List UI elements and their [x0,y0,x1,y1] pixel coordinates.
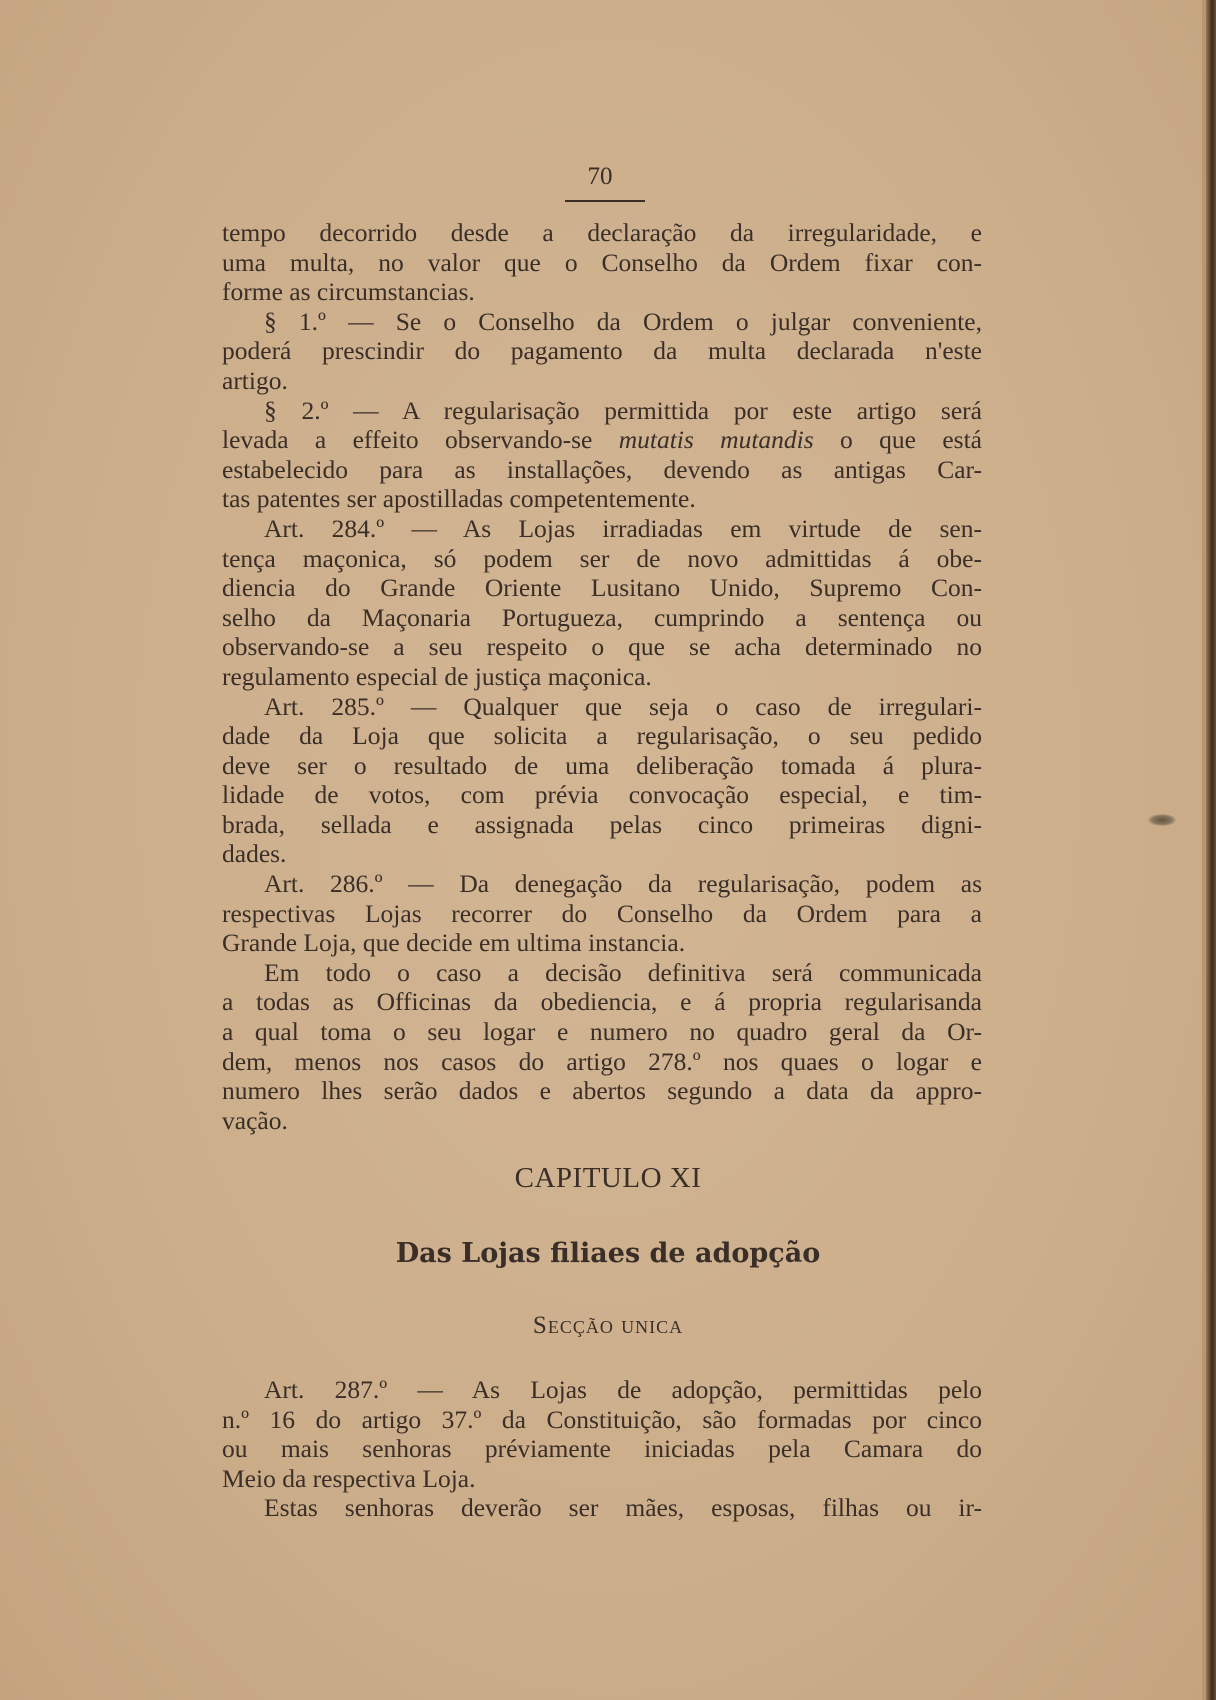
text-line: artigo. [222,365,288,395]
text-line: lidade de votos, com prévia convocação especial, e tim- [222,780,982,810]
text-line: Estas senhoras deverão ser mães, esposas, filhas ou ir- [264,1493,982,1523]
text-line: Art. 284.º — As Lojas irradiadas em virtude de sen- [264,513,982,543]
text-line: brada, sellada e assignada pelas cinco primeiras digni- [222,809,982,839]
paragraph [222,958,982,1136]
text-line: Meio da respectiva Loja. [222,1463,476,1493]
paragraph [222,692,982,870]
text-line: uma multa, no valor que o Conselho da Ordem fixar con- [222,247,982,277]
chapter-title: CAPITULO XI [514,1162,702,1194]
text-line: § 2.º — A regularisação permittida por este artigo será [264,395,982,425]
text-line: n.º 16 do artigo 37.º da Constituição, são formadas por cinco [222,1404,982,1434]
paragraph [222,869,982,958]
text-line: regulamento especial de justiça maçonica. [222,661,652,691]
paragraph [222,307,982,396]
text-line: Art. 287.º — As Lojas de adopção, permittidas pelo [264,1375,982,1404]
italic-phrase: mutatis mutandis [618,425,814,455]
text-line: selho da Maçonaria Portugueza, cumprindo a sentença ou [222,602,982,632]
text-line: forme as circumstancias. [222,277,475,307]
text-line: tempo decorrido desde a declaração da irregularidade, e [222,218,982,247]
text-line: a todas as Officinas da obediencia, e á propria regularisanda [222,987,982,1017]
text-line: tas patentes ser apostilladas competentemente. [222,484,696,514]
body-text-bottom [222,1375,982,1523]
text-line: tença maçonica, só podem ser de novo admittidas á obe- [222,543,982,573]
text-line: Em todo o caso a decisão definitiva será communicada [264,957,982,987]
text-line: Art. 286.º — Da denegação da regularisação, podem as [264,869,982,899]
text-line: ou mais senhoras préviamente iniciadas pela Camara do [222,1434,982,1464]
book-binding-edge [1206,0,1216,1700]
text-line: dades. [222,839,287,869]
text-line: numero lhes serão dados e abertos segundo a data da appro- [222,1076,982,1106]
text-line: Grande Loja, que decide em ultima instancia. [222,928,686,958]
page-number: 70 [587,163,613,190]
paragraph [222,396,982,514]
text-line: diencia do Grande Oriente Lusitano Unido, Supremo Con- [222,573,982,603]
text-line: § 1.º — Se o Conselho da Ordem o julgar conveniente, [264,306,982,336]
paragraph [222,1375,982,1493]
text-line: observando-se a seu respeito o que se acha determinado no [222,632,982,662]
text-line: a qual toma o seu logar e numero no quadro geral da Or- [222,1017,982,1047]
paragraph [222,218,982,307]
text-line: vação. [222,1105,288,1135]
ink-blemish [1148,814,1176,826]
paragraph [222,1493,982,1523]
text-line: poderá prescindir do pagamento da multa declarada n'este [222,336,982,366]
chapter-subtitle: Das Lojas filiaes de adopção [395,1238,821,1269]
text-line: dade da Loja que solicita a regularisação, o seu pedido [222,721,982,751]
text-line: estabelecido para as installações, devendo as antigas Car- [222,454,982,484]
page-number-rule [565,200,645,202]
text-line: deve ser o resultado de uma deliberação tomada á plura- [222,750,982,780]
text-line: Art. 285.º — Qualquer que seja o caso de irregulari- [264,691,982,721]
paragraph [222,514,982,692]
body-text-top [222,218,982,1135]
text-line: levada a effeito observando-se mutatis mutandis o que está [222,425,982,455]
section-title: Secção unica [532,1312,684,1339]
text-line: dem, menos nos casos do artigo 278.º nos quaes o logar e [222,1046,982,1076]
text-line: respectivas Lojas recorrer do Conselho da Ordem para a [222,898,982,928]
